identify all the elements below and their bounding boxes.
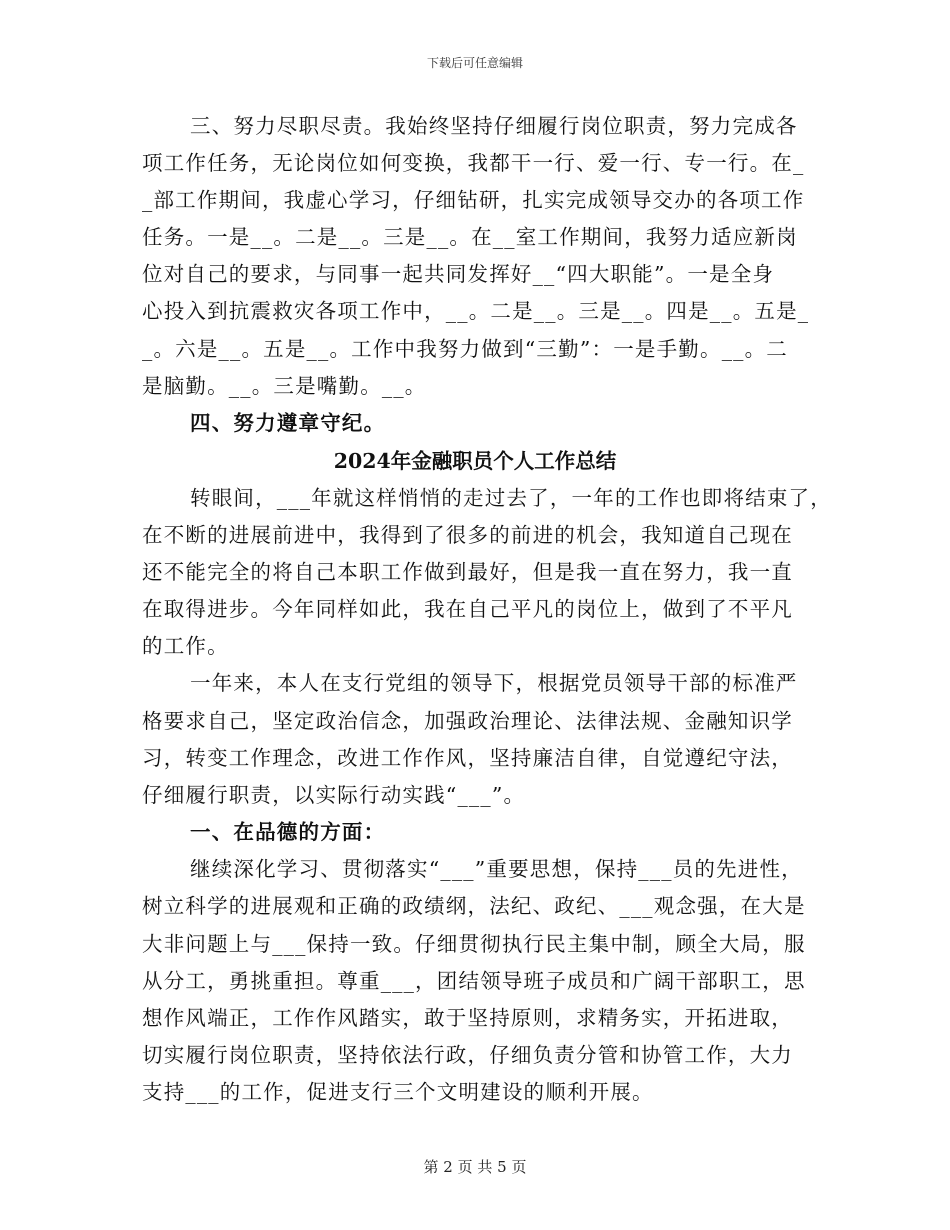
paragraph-line: 位对自己的要求，与同事一起共同发挥好__“四大职能”。一是全身 (142, 262, 775, 286)
paragraph-line: 在取得进步。今年同样如此，我在自己平凡的岗位上，做到了不平凡 (142, 597, 793, 621)
paragraph-line: 大非问题上与___保持一致。仔细贯彻执行民主集中制，顾全大局，服 (142, 932, 806, 956)
paragraph-line: 继续深化学习、贯彻落实“___”重要思想，保持___员的先进性， (190, 857, 803, 881)
paragraph-line: 树立科学的进展观和正确的政绩纲，法纪、政纪、___观念强，在大是 (142, 894, 806, 918)
paragraph-line: 格要求自己，坚定政治信念，加强政治理论、法律法规、金融知识学 (142, 709, 793, 733)
document-title: 2024年金融职员个人工作总结 (333, 449, 617, 473)
paragraph-line: 在不断的进展前进中，我得到了很多的前进的机会，我知道自己现在 (142, 523, 793, 547)
paragraph-line: 的工作。 (142, 634, 229, 658)
paragraph-line: 三、努力尽职尽责。我始终坚持仔细履行岗位职责，努力完成各 (190, 114, 798, 138)
paragraph-line: 心投入到抗震救灾各项工作中，__。二是__。三是__。四是__。五是_ (142, 299, 810, 323)
paragraph-line: 习，转变工作理念，改进工作作风，坚持廉洁自律，自觉遵纪守法， (142, 746, 793, 770)
page-footer: 第 2 页 共 5 页 (423, 1158, 527, 1176)
paragraph-line: 还不能完全的将自己本职工作做到最好，但是我一直在努力，我一直 (142, 560, 793, 584)
paragraph-line: _部工作期间，我虚心学习，仔细钻研，扎实完成领导交办的各项工作 (142, 188, 805, 212)
paragraph-line: _。六是__。五是__。工作中我努力做到“三勤”：一是手勤。__。二 (142, 337, 789, 361)
paragraph-line: 一年来，本人在支行党组的领导下，根据党员领导干部的标准严 (190, 671, 798, 695)
paragraph-line: 支持___的工作，促进支行三个文明建设的顺利开展。 (142, 1080, 654, 1104)
paragraph-line: 切实履行岗位职责，坚持依法行政，仔细负责分管和协管工作，大力 (142, 1043, 793, 1067)
paragraph-line: 想作风端正，工作作风踏实，敢于坚持原则，求精务实，开拓进取， (142, 1006, 793, 1030)
paragraph-line: 是脑勤。__。三是嘴勤。__。 (142, 374, 427, 398)
section-heading: 四、努力遵章守纪。 (190, 411, 386, 435)
paragraph-line: 仔细履行职责，以实际行动实践“___”。 (142, 783, 526, 807)
paragraph-line: 项工作任务，无论岗位如何变换，我都干一行、爱一行、专一行。在_ (142, 151, 805, 175)
paragraph-line: 从分工，勇挑重担。尊重___，团结领导班子成员和广阔干部职工，思 (142, 969, 806, 993)
page-header: 下载后可任意编辑 (426, 56, 523, 70)
paragraph-line: 转眼间，___年就这样悄悄的走过去了，一年的工作也即将结束了， (190, 486, 832, 510)
section-heading: 一、在品德的方面： (190, 820, 386, 844)
paragraph-line: 任务。一是__。二是__。三是__。在__室工作期间，我努力适应新岗 (142, 225, 798, 249)
